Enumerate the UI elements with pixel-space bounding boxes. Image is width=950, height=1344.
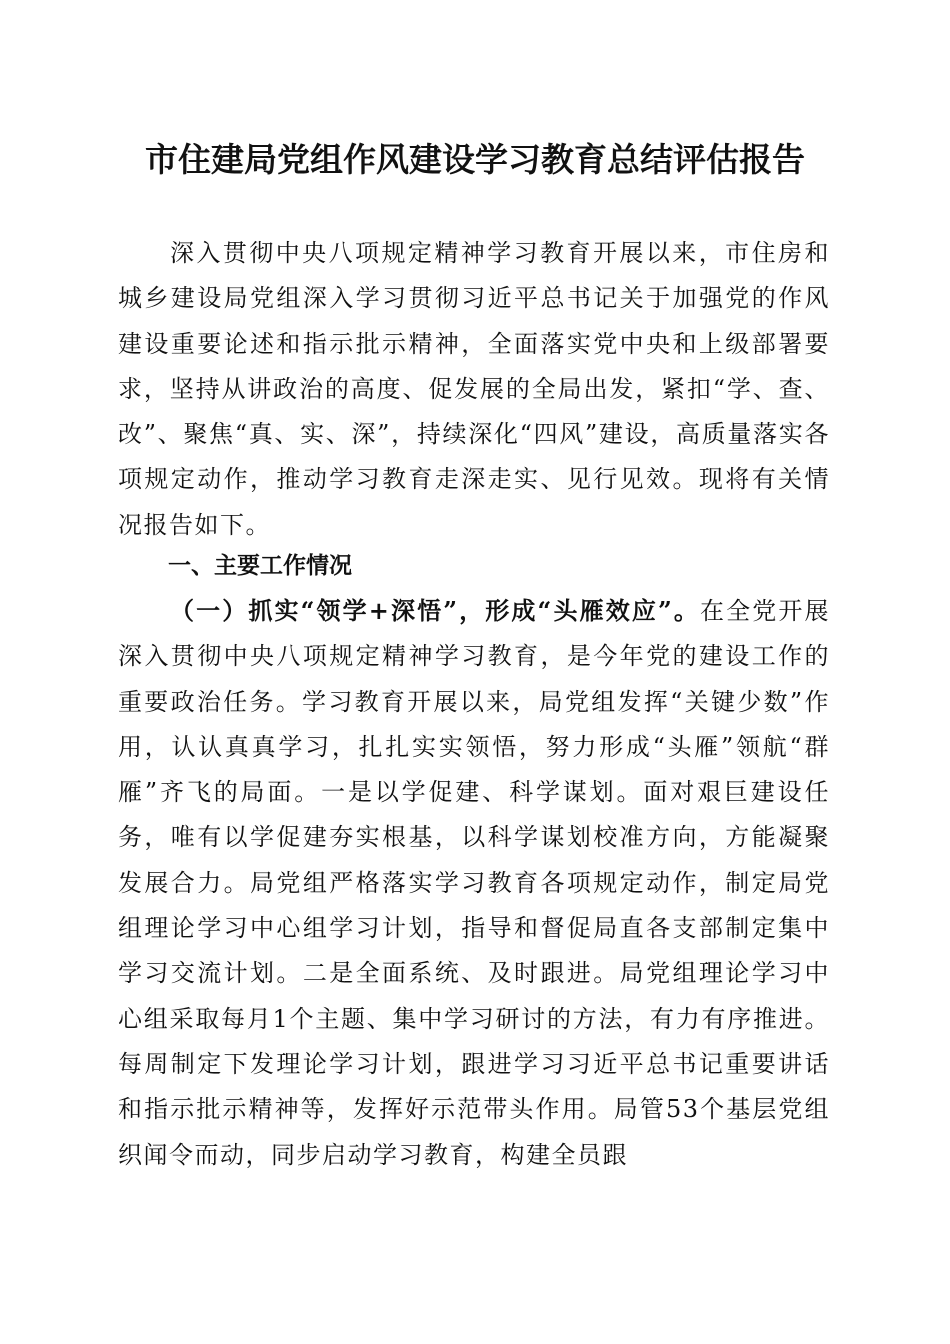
subsection-body: 在全党开展深入贯彻中央八项规定精神学习教育，是今年党的建设工作的重要政治任务。学习教育开展以来，局党组发挥“关键少数”作用，认认真真学习，扎扎实实领悟，努力形成“头雁”领航“群雁”齐飞的局面。一是以学促建、科学谋划。面对艰巨建设任务，唯有以学促建夯实根基，以科学谋划校准方向，方能凝聚发展合力。局党组严格落实学习教育各项规定动作，制定局党组理论学习中心组学习计划，指导和督促局直各支部制定集中学习交流计划。二是全面系统、及时跟进。局党组理论学习中心组采取每月1个主题、集中学习研讨的方法，有力有序推进。每周制定下发理论学习计划，跟进学习习近平总书记重要讲话和指示批示精神等，发挥好示范带头作用。局管53个基层党组织闻令而动，同步启动学习教育，构建全员跟 xyxy=(118,597,831,1169)
subsection-lead: （一）抓实“领学+深悟”，形成“头雁效应”。 xyxy=(170,596,701,625)
intro-paragraph: 深入贯彻中央八项规定精神学习教育开展以来，市住房和城乡建设局党组深入学习贯彻习近平总书记关于加强党的作风建设重要论述和指示批示精神，全面落实党中央和上级部署要求，坚持从讲政治的高度、促发展的全局出发，紧扣“学、查、改”、聚焦“真、实、深”，持续深化“四风”建设，高质量落实各项规定动作，推动学习教育走深走实、见行见效。现将有关情况报告如下。 xyxy=(118,239,830,539)
subsection-paragraph-1 xyxy=(118,588,830,1178)
document-title: 市住建局党组作风建设学习教育总结评估报告 xyxy=(145,140,805,179)
section-heading-main-work: 一、主要工作情况 xyxy=(168,553,352,579)
